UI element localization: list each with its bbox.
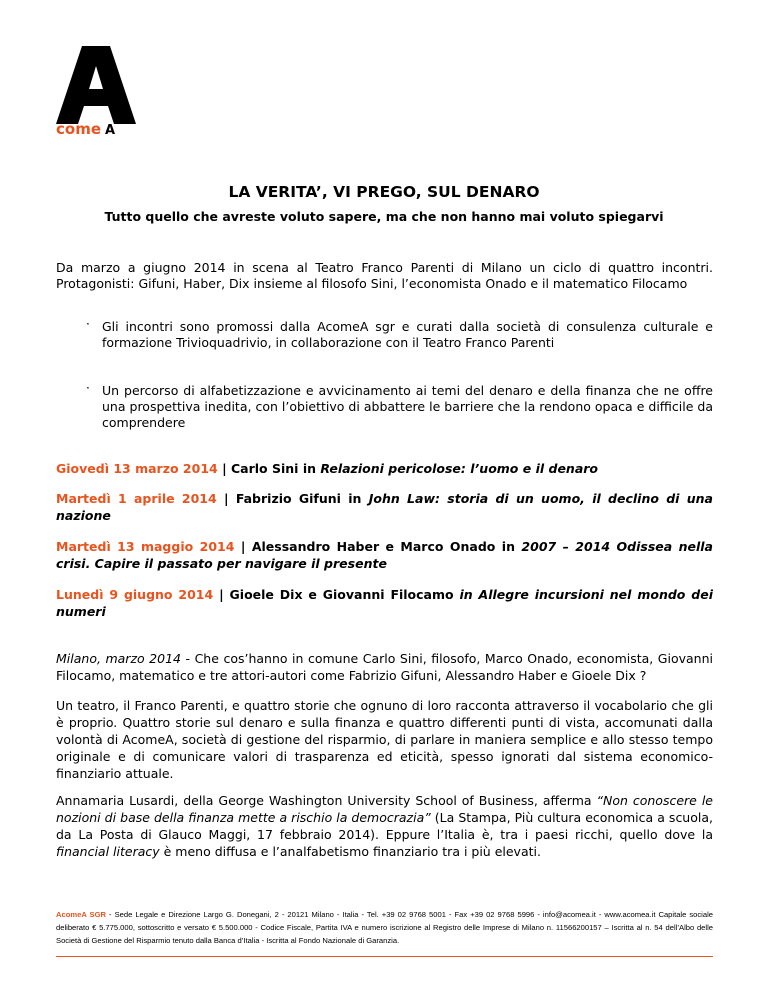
page-subtitle: Tutto quello che avreste voluto sapere, ma che non hanno mai voluto spiegarvi [104,209,664,224]
quote: “Non conoscere le nozioni di base della finanza mette a rischio la democrazia” [56,793,713,825]
body-paragraph-2: Un teatro, il Franco Parenti, e quattro storie che ognuno di loro racconta attraverso il vocabolario che gli è proprio. Quattro storie sul denaro e sulla finanza e quattro differenti punti di vista, accomunati dalla volontà di AcomeA, società di gestione del risparmio, di parlare in maniera semplice e allo stesso tempo originale e di comunicare valori di trasparenza ed eticità, spesso ignorati dal sistema economico-finanziario attuale. [56,698,713,781]
body-paragraph-3 [56,792,713,860]
term: financial literacy [56,844,160,859]
event-date: Giovedì 13 marzo 2014 [56,461,218,476]
event-show: Relazioni pericolose: l’uomo e il denaro [320,461,599,476]
event-people: Gioele Dix e Giovanni Filocamo [229,587,460,602]
event-date: Martedì 13 maggio 2014 [56,539,235,554]
event-separator: | [217,461,231,476]
footer-line-2: Capitale sociale deliberato € 5.775.000, sottoscritto e versato € 5.500.000 - Codice Fiscale, Partita IVA e numero iscrizione al Registro delle Imprese di Milano n. 11566200157 – Iscritta al n. 54 dell’Albo delle Società di Gestione del Risparmio tenuto dalla Banca d’Italia - Iscritta al Fondo Nazionale di Garanzia. [56,910,713,945]
event-people: Fabrizio Gifuni in [235,491,369,506]
bullet-item [56,383,713,431]
logo-wordmark [56,120,115,138]
event-item [56,538,713,572]
bullet-dot-icon: · [86,317,90,331]
logo-word-a: A [105,123,116,138]
bullet-text: Gli incontri sono promossi dalla AcomeA sgr e curati dalla società di consulenza culturale e formazione Trivioquadrivio, in collaborazione con il Teatro Franco Parenti [102,319,713,350]
page-title: LA VERITA’, VI PREGO, SUL DENARO [228,183,540,201]
footer-line-1: - Sede Legale e Direzione Largo G. Donegani, 2 - 20121 Milano - Italia - Tel. +39 02 9768 5001 - Fax +39 02 9768 5996 - info@acomea.it - www.acomea.it [106,910,656,919]
event-show: in Allegre incursioni nel mondo dei numeri [56,587,713,619]
bullet-item [56,319,713,351]
body-paragraph-1 [56,650,713,684]
event-separator: | [234,539,252,554]
paragraph-text: Annamaria Lusardi, della George Washington University School of Business, afferma [56,793,597,808]
event-show: John Law: storia di un uomo, il declino di una nazione [56,491,713,523]
event-people: Alessandro Haber e Marco Onado in [251,539,522,554]
event-date: Lunedì 9 giugno 2014 [56,587,214,602]
event-show: 2007 – 2014 Odissea nella crisi. Capire il passato per navigare il presente [56,539,713,571]
logo-a-mark [56,46,136,124]
event-item [56,490,713,524]
paragraph-text: (La Stampa, Più cultura economica a scuola, da La Posta di Glauco Maggi, 17 febbraio 2014). Eppure l’Italia è, tra i paesi ricchi, quello dove la [56,810,713,842]
event-separator: | [216,491,236,506]
intro-paragraph: Da marzo a giugno 2014 in scena al Teatro Franco Parenti di Milano un ciclo di quattro incontri. Protagonisti: Gifuni, Haber, Dix insieme al filosofo Sini, l’economista Onado e il matematico Filocamo [56,260,713,291]
event-item [56,460,713,477]
logo-word-come: come [56,120,101,138]
event-separator: | [213,587,230,602]
footer-brand: AcomeA SGR [56,910,106,919]
footer-divider [56,956,713,957]
bullet-text: Un percorso di alfabetizzazione e avvicinamento ai temi del denaro e della finanza che ne offre una prospettiva inedita, con l’obiettivo di abbattere le barriere che la rendono opaca e difficile da comprendere [102,383,713,430]
dateline: Milano, marzo 2014 [56,651,181,666]
paragraph-text: è meno diffusa e l’analfabetismo finanziario tra i più elevati. [159,844,541,859]
paragraph-text: - Che cos’hanno in comune Carlo Sini, filosofo, Marco Onado, economista, Giovanni Filocamo, matematico e tre attori-autori come Fabrizio Gifuni, Alessandro Haber e Gioele Dix ? [56,651,713,683]
event-people: Carlo Sini in [231,461,321,476]
event-item [56,586,713,620]
event-date: Martedì 1 aprile 2014 [56,491,217,506]
bullet-dot-icon: · [86,381,90,395]
footer-legal [56,908,713,947]
